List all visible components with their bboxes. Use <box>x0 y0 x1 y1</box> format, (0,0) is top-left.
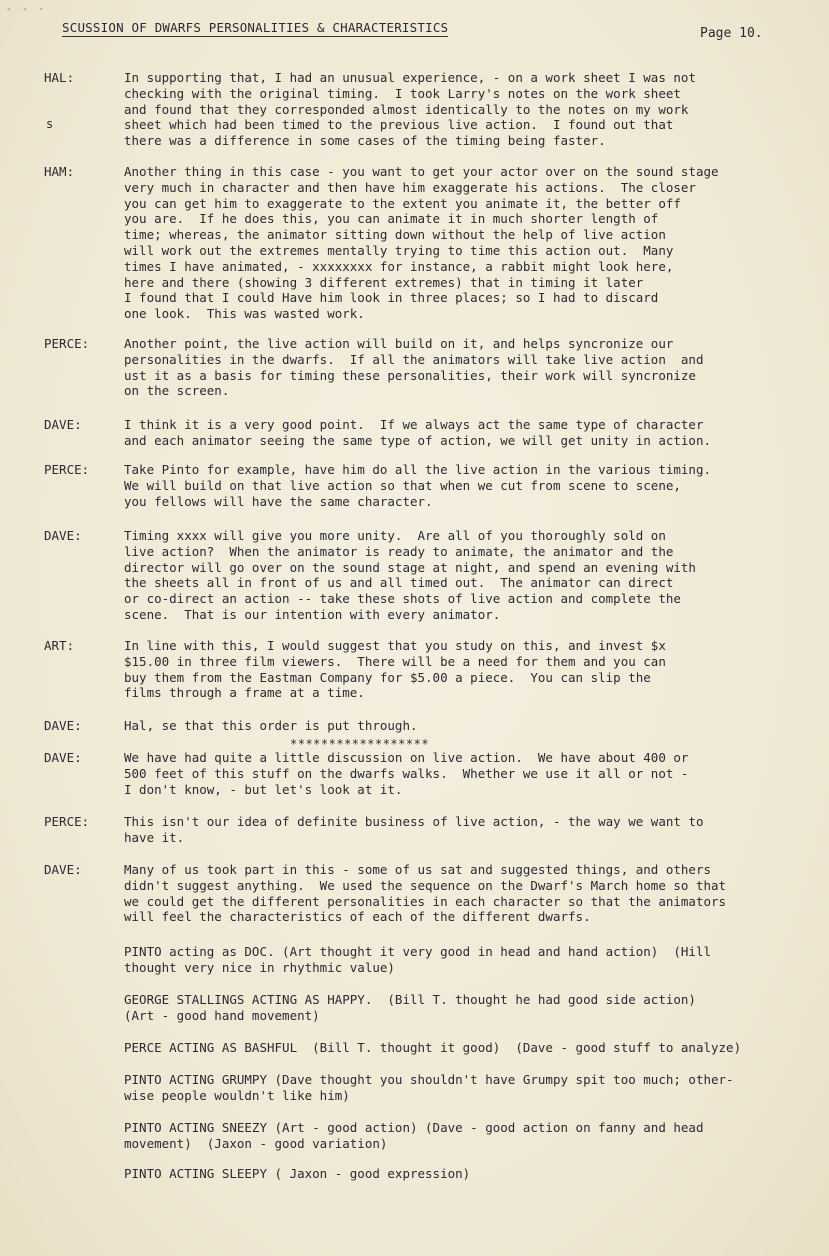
speaker-label: DAVE: <box>44 718 82 733</box>
speaker-label: DAVE: <box>44 750 82 765</box>
review-note: PINTO ACTING SLEEPY ( Jaxon - good expression) <box>124 1166 471 1181</box>
speaker-label: ART: <box>44 638 75 653</box>
speaker-label: PERCE: <box>44 462 90 477</box>
dialogue-text: We have had quite a little discussion on live action. We have about 400 or 500 feet of this stuff on the dwarfs walks. Whether we use it all or not - I don't know, - but let's look at it. <box>124 750 689 797</box>
margin-mark: s <box>46 117 54 131</box>
review-note: PERCE ACTING AS BASHFUL (Bill T. thought it good) (Dave - good stuff to analyze) <box>124 1040 742 1055</box>
review-note: PINTO ACTING GRUMPY (Dave thought you shouldn't have Grumpy spit too much; other- wise people wouldn't like him) <box>124 1072 734 1103</box>
speaker-label: PERCE: <box>44 336 90 351</box>
speaker-label: DAVE: <box>44 862 82 877</box>
review-note: PINTO acting as DOC. (Art thought it very good in head and hand action) (Hill thought very nice in rhythmic value) <box>124 944 711 975</box>
document-header-title: SCUSSION OF DWARFS PERSONALITIES & CHARACTERISTICS <box>62 20 449 35</box>
speaker-label: HAM: <box>44 164 75 179</box>
dialogue-text: Many of us took part in this - some of us sat and suggested things, and others didn't suggest anything. We used the sequence on the Dwarf's March home so that we could get the different personalities in each character so that the animators will feel the characteristics of each of the different dwarfs. <box>124 862 727 925</box>
dialogue-text: This isn't our idea of definite business of live action, - the way we want to have it. <box>124 814 704 845</box>
review-note: PINTO ACTING SNEEZY (Art - good action) (Dave - good action on fanny and head movement) (Jaxon - good variation) <box>124 1120 704 1151</box>
dialogue-text: Another point, the live action will build on it, and helps syncronize our personalities in the dwarfs. If all the animators will take live action and ust it as a basis for timing these personalities, their work will syncronize on the screen. <box>124 336 704 399</box>
corner-smudge: - - · <box>6 4 47 15</box>
dialogue-text: In line with this, I would suggest that you study on this, and invest $x $15.00 in three film viewers. There will be a need for them and you can buy them from the Eastman Company for $5.00 a piece. You can slip the films through a frame at a time. <box>124 638 666 701</box>
speaker-label: PERCE: <box>44 814 90 829</box>
dialogue-text: In supporting that, I had an unusual experience, - on a work sheet I was not checking with the original timing. I took Larry's notes on the work sheet and found that they corresponded almost identically to the notes on my work sheet which had been timed to the previous live action. I found out that there was a difference in some cases of the timing being faster. <box>124 70 696 149</box>
speaker-label: DAVE: <box>44 528 82 543</box>
asterisk-divider: ****************** <box>290 737 430 751</box>
page-number: Page 10. <box>700 26 763 41</box>
dialogue-text: I think it is a very good point. If we always act the same type of character and each animator seeing the same type of action, we will get unity in action. <box>124 417 711 448</box>
speaker-label: DAVE: <box>44 417 82 432</box>
dialogue-text: Hal, se that this order is put through. <box>124 718 418 733</box>
dialogue-text: Take Pinto for example, have him do all the live action in the various timing. We will build on that live action so that when we cut from scene to scene, you fellows will have the same character. <box>124 462 711 509</box>
speaker-label: HAL: <box>44 70 75 85</box>
dialogue-text: Another thing in this case - you want to get your actor over on the sound stage very much in character and then have him exaggerate his actions. The closer you can get him to exaggerate to the extent you animate it, the better off you are. If he does this, you can animate it in much shorter length of time; whereas, the animator sitting down without the help of live action will work out the extremes mentally trying to time this action out. Many times I have animated, - xxxxxxxx for instance, a rabbit might look here, here and there (showing 3 different extremes) that in timing it later I found that I could Have him look in three places; so I had to discard one look. This was wasted work. <box>124 164 719 322</box>
review-note: GEORGE STALLINGS ACTING AS HAPPY. (Bill T. thought he had good side action) (Art - good hand movement) <box>124 992 696 1023</box>
dialogue-text: Timing xxxx will give you more unity. Are all of you thoroughly sold on live action? When the animator is ready to animate, the animator and the director will go over on the sound stage at night, and spend an evening with the sheets all in front of us and all timed out. The animator can direct or co-direct an action -- take these shots of live action and complete the scene. That is our intention with every animator. <box>124 528 696 622</box>
